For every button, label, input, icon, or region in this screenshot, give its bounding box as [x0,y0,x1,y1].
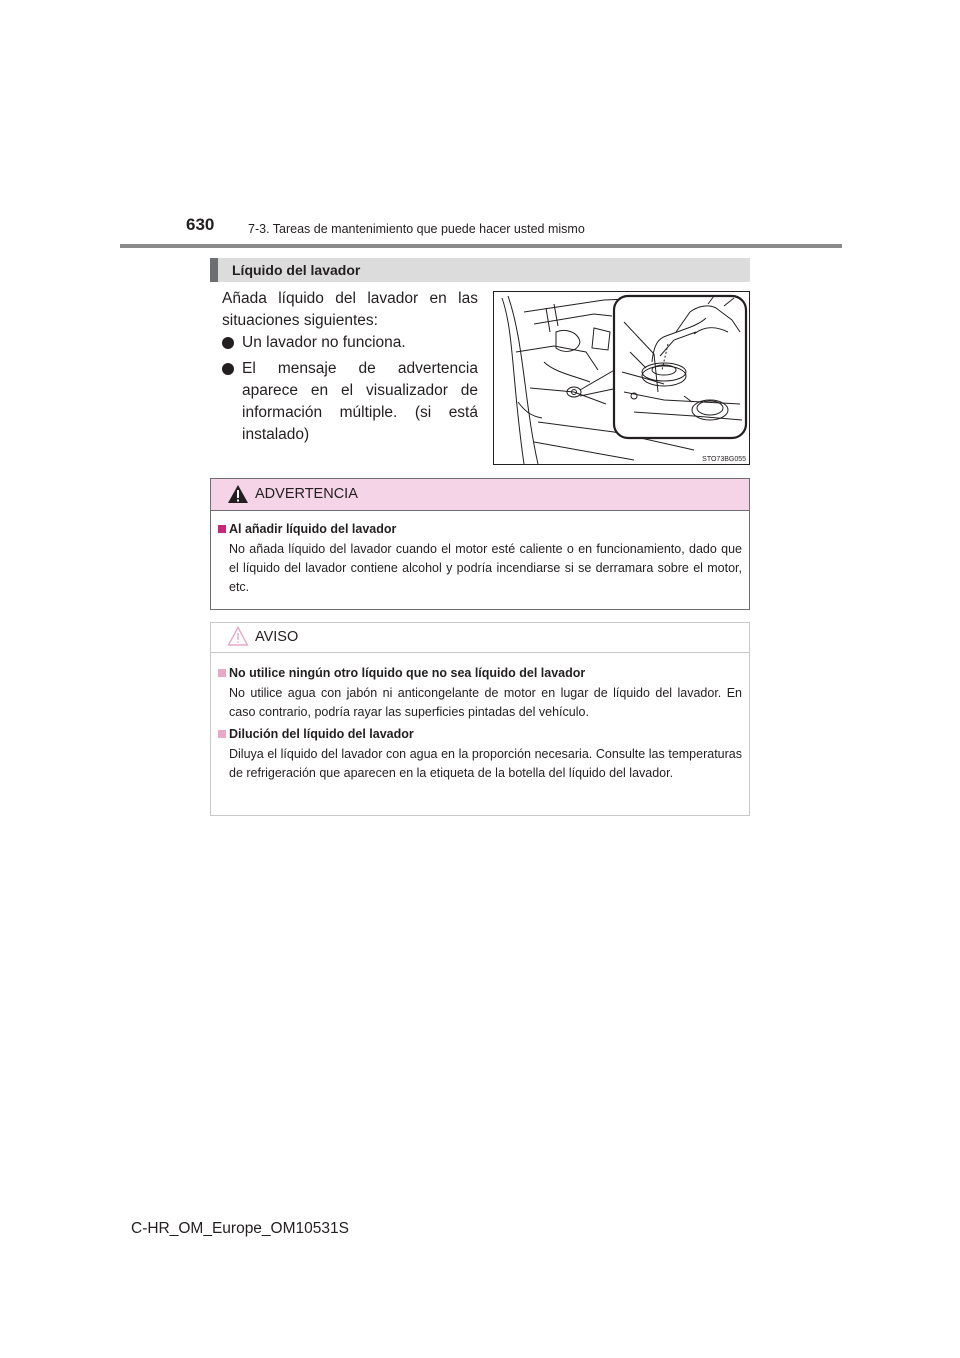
header-rule [120,244,842,248]
warning-item-body: No añada líquido del lavador cuando el motor esté caliente o en funcionamiento, dado que el líquido del lavador contiene alcohol y podría incendiarse si se derramara sobre el motor, etc. [229,542,742,594]
intro-bullet-list [222,332,478,450]
bullet-icon [222,337,234,349]
square-bullet-icon [218,669,226,677]
notice-item [218,726,742,783]
engine-bay-drawing [494,292,750,465]
subsection-title: Líquido del lavador [232,262,361,278]
bullet-icon [222,363,234,375]
page-number: 630 [186,215,215,234]
list-item [222,332,478,354]
notice-item [218,665,742,722]
figure-code: STO73BG055 [702,456,746,463]
warning-title: ADVERTENCIA [255,486,358,502]
footer-document-code: C-HR_OM_Europe_OM10531S [131,1220,349,1237]
warning-triangle-icon [227,484,249,504]
list-item [222,358,478,446]
notice-box [210,622,750,816]
caution-triangle-icon [227,626,249,646]
intro-paragraph: Añada líquido del lavador en las situaciones siguientes: [222,290,478,329]
warning-header [211,479,749,511]
square-bullet-icon [218,525,226,533]
section-header: 7-3. Tareas de mantenimiento que puede hacer usted mismo [248,222,585,236]
notice-item-body: No utilice agua con jabón ni anticongelante de motor en lugar de líquido del lavador. En caso contrario, podría rayar las superficies pintadas del vehículo. [229,686,742,719]
notice-item-heading: No utilice ningún otro líquido que no sea líquido del lavador [218,665,742,682]
warning-item-heading: Al añadir líquido del lavador [218,521,742,538]
bullet-text: El mensaje de advertencia aparece en el visualizador de información múltiple. (si está instalado) [242,360,478,443]
notice-item-body: Diluya el líquido del lavador con agua en la proporción necesaria. Consulte las temperaturas de refrigeración que aparecen en la etiqueta de la botella del líquido del lavador. [229,747,742,780]
square-bullet-icon [218,730,226,738]
subsection-bar [210,258,750,282]
washer-fluid-illustration [493,291,750,465]
warning-box [210,478,750,610]
warning-item [218,521,742,597]
bullet-text: Un lavador no funciona. [242,334,406,351]
notice-item-heading: Dilución del líquido del lavador [218,726,742,743]
notice-header [211,623,749,653]
notice-title: AVISO [255,629,299,645]
